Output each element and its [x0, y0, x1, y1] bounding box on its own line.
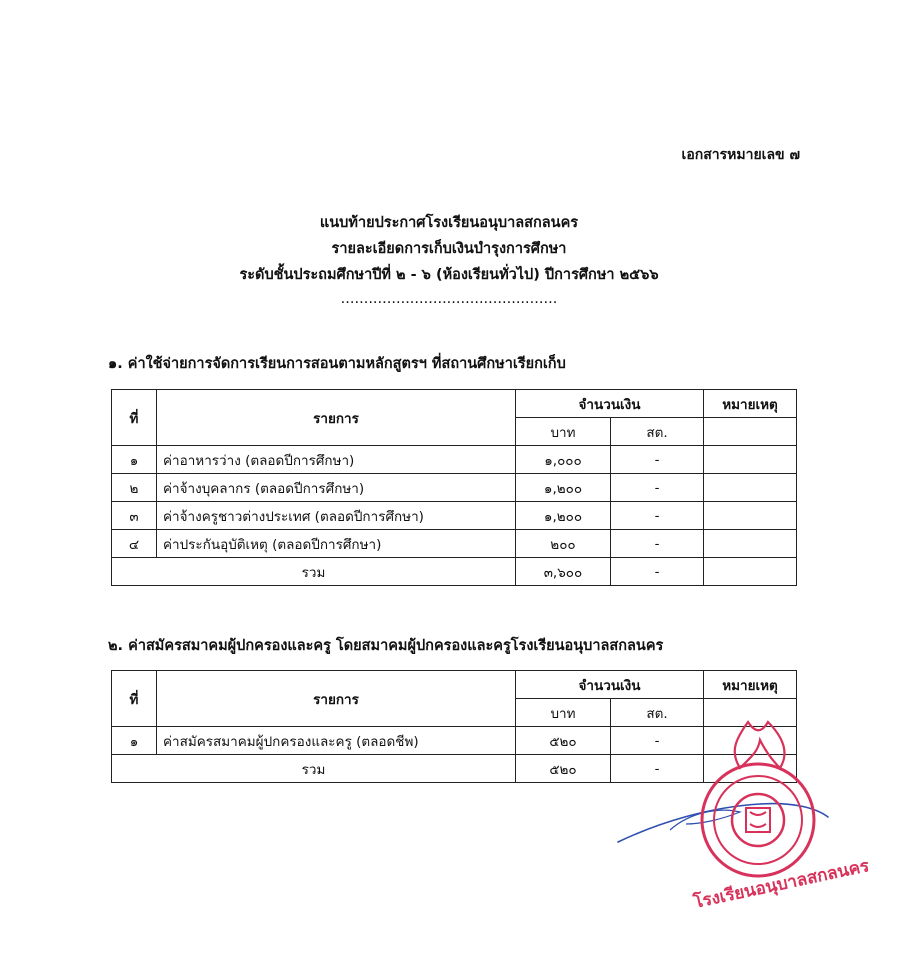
col-item-header: รายการ [157, 671, 516, 727]
row-item: ค่าจ้างบุคลากร (ตลอดปีการศึกษา) [157, 474, 516, 502]
header-line-2: รายละเอียดการเก็บเงินบำรุงการศึกษา [331, 241, 567, 257]
total-satang: - [611, 755, 704, 783]
row-baht: ๕๒๐ [516, 727, 611, 755]
col-baht-header: บาท [516, 418, 611, 446]
col-satang-header: สต. [611, 418, 704, 446]
header-dots: ............................................... [340, 291, 558, 307]
row-satang: - [611, 502, 704, 530]
seal-core [732, 794, 784, 846]
col-baht-header: บาท [516, 699, 611, 727]
row-item: ค่าจ้างครูชาวต่างประเทศ (ตลอดปีการศึกษา) [157, 502, 516, 530]
signature-stroke [618, 804, 828, 842]
seal-emblem [746, 808, 770, 832]
total-baht: ๕๒๐ [516, 755, 611, 783]
table-row [112, 502, 797, 530]
col-note-header: หมายเหตุ [704, 390, 797, 418]
row-no: ๑ [112, 727, 157, 755]
row-baht: ๒๐๐ [516, 530, 611, 558]
header-line-1: แนบท้ายประกาศโรงเรียนอนุบาลสกลนคร [319, 215, 579, 231]
total-row [112, 558, 797, 586]
col-item-header: รายการ [157, 390, 516, 446]
total-label: รวม [112, 558, 516, 586]
section-2-title: ๒. ค่าสมัครสมาคมผู้ปกครองและครู โดยสมาคมผู้ปกครองและครูโรงเรียนอนุบาลสกลนคร [108, 638, 664, 654]
row-note [704, 502, 797, 530]
row-no: ๑ [112, 446, 157, 474]
total-label: รวม [112, 755, 516, 783]
section-1-table [111, 389, 797, 586]
col-amount-header: จำนวนเงิน [516, 390, 704, 418]
row-satang: - [611, 530, 704, 558]
signature-stroke [670, 810, 740, 830]
row-satang: - [611, 446, 704, 474]
table-row [112, 474, 797, 502]
row-no: ๒ [112, 474, 157, 502]
total-note [704, 558, 797, 586]
table-row [112, 530, 797, 558]
row-note [704, 530, 797, 558]
document-header [0, 210, 898, 312]
row-baht: ๑,๐๐๐ [516, 446, 611, 474]
row-item: ค่าสมัครสมาคมผู้ปกครองและครู (ตลอดชีพ) [157, 727, 516, 755]
col-note-header: หมายเหตุ [704, 671, 797, 699]
col-amount-header: จำนวนเงิน [516, 671, 704, 699]
row-note [704, 474, 797, 502]
total-satang: - [611, 558, 704, 586]
row-no: ๔ [112, 530, 157, 558]
seal-outer-ring [702, 764, 814, 876]
col-note-blank [704, 418, 797, 446]
row-item: ค่าอาหารว่าง (ตลอดปีการศึกษา) [157, 446, 516, 474]
row-no: ๓ [112, 502, 157, 530]
row-satang: - [611, 474, 704, 502]
row-item: ค่าประกันอุบัติเหตุ (ตลอดปีการศึกษา) [157, 530, 516, 558]
row-baht: ๑,๒๐๐ [516, 502, 611, 530]
row-note [704, 446, 797, 474]
row-baht: ๑,๒๐๐ [516, 474, 611, 502]
table-row [112, 446, 797, 474]
row-satang: - [611, 727, 704, 755]
col-no-header: ที่ [112, 390, 157, 446]
col-no-header: ที่ [112, 671, 157, 727]
header-line-3: ระดับชั้นประถมศึกษาปีที่ ๒ - ๖ (ห้องเรียนทั่วไป) ปีการศึกษา ๒๕๖๖ [239, 267, 659, 283]
document-number: เอกสารหมายเลข ๗ [681, 147, 800, 163]
section-1-title: ๑. ค่าใช้จ่ายการจัดการเรียนการสอนตามหลักสูตรฯ ที่สถานศึกษาเรียกเก็บ [108, 356, 566, 372]
col-satang-header: สต. [611, 699, 704, 727]
total-baht: ๓,๖๐๐ [516, 558, 611, 586]
seal-inner-ring [714, 776, 802, 864]
school-seal-stamp [600, 712, 871, 913]
seal-text: โรงเรียนอนุบาลสกลนคร [691, 856, 871, 913]
seal-flame [735, 722, 785, 768]
